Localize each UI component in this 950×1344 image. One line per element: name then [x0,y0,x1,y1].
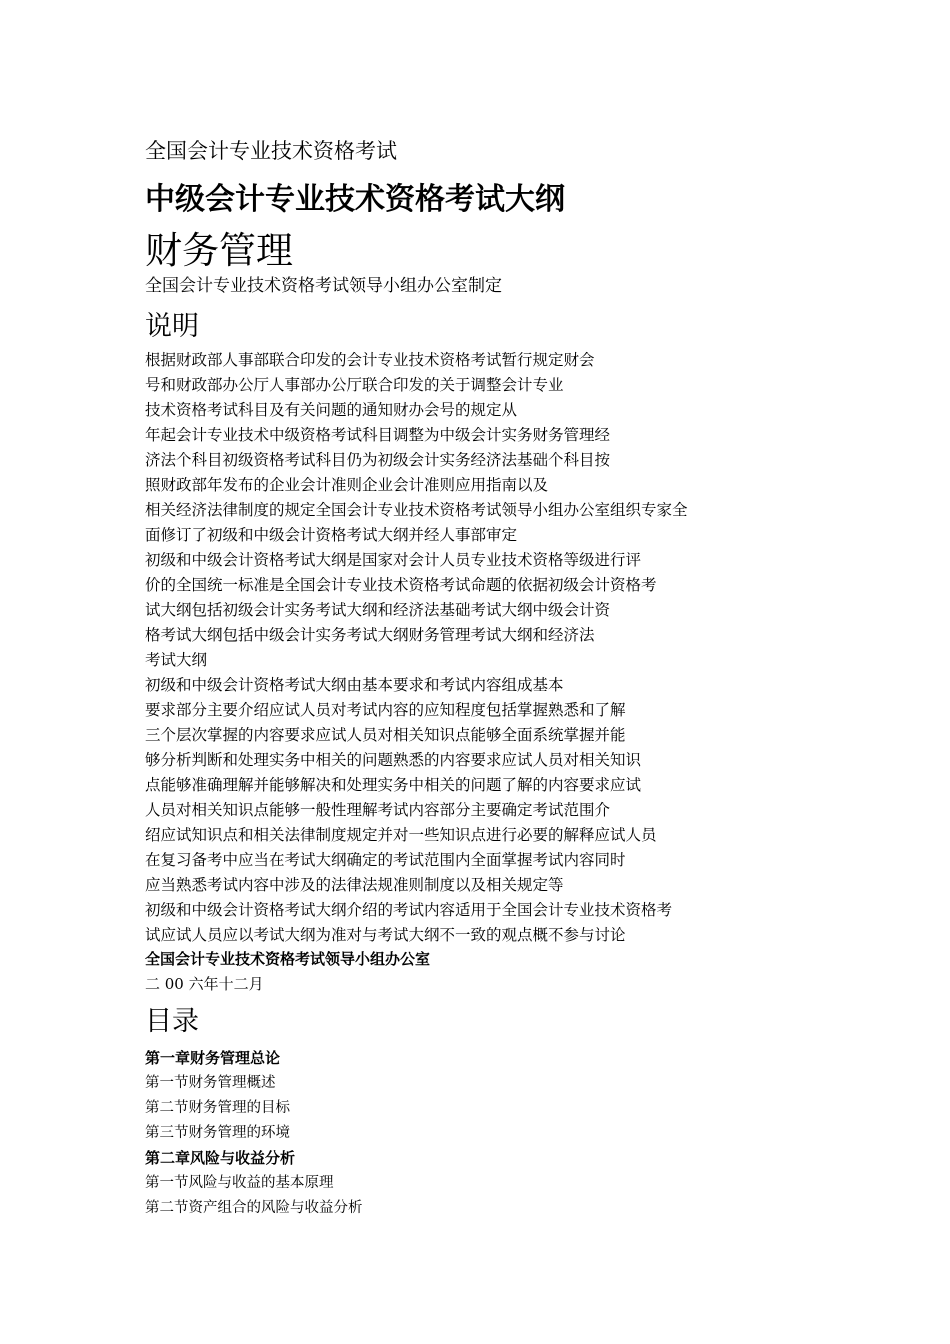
explanation-line: 在复习备考中应当在考试大纲确定的考试范围内全面掌握考试内容同时 [145,851,626,869]
subject-title: 财务管理 [145,229,293,272]
outline-title: 中级会计专业技术资格考试大纲 [145,182,565,217]
explanation-line: 年起会计专业技术中级资格考试科目调整为中级会计实务财务管理经 [145,426,611,444]
explanation-line: 绍应试知识点和相关法律制度规定并对一些知识点进行必要的解释应试人员 [145,826,657,844]
explanation-line: 面修订了初级和中级会计资格考试大纲并经人事部审定 [145,526,518,544]
issuer-line: 全国会计专业技术资格考试领导小组办公室制定 [145,276,502,296]
explanation-line: 要求部分主要介绍应试人员对考试内容的应知程度包括掌握熟悉和了解 [145,701,626,719]
toc-section: 第三节财务管理的环境 [145,1125,290,1141]
toc-heading: 目录 [145,1006,199,1037]
explanation-line: 点能够准确理解并能够解决和处理实务中相关的问题了解的内容要求应试 [145,776,642,794]
explanation-line: 格考试大纲包括中级会计实务考试大纲财务管理考试大纲和经济法 [145,626,595,644]
explanation-heading: 说明 [145,311,199,342]
toc-section: 第一节财务管理概述 [145,1075,276,1091]
exam-name: 全国会计专业技术资格考试 [145,139,397,163]
explanation-line: 初级和中级会计资格考试大纲由基本要求和考试内容组成基本 [145,676,564,694]
explanation-line: 人员对相关知识点能够一般性理解考试内容部分主要确定考试范围介 [145,801,611,819]
explanation-line: 技术资格考试科目及有关问题的通知财办会号的规定从 [145,401,518,419]
explanation-line: 根据财政部人事部联合印发的会计专业技术资格考试暂行规定财会 [145,351,595,369]
toc-chapter-1: 第一章财务管理总论 [145,1049,281,1067]
toc-section: 第一节风险与收益的基本原理 [145,1175,334,1191]
explanation-line: 应当熟悉考试内容中涉及的法律法规准则制度以及相关规定等 [145,876,564,894]
explanation-line: 考试大纲 [145,651,208,669]
explanation-line: 试大纲包括初级会计实务考试大纲和经济法基础考试大纲中级会计资 [145,601,611,619]
explanation-line: 号和财政部办公厅人事部办公厅联合印发的关于调整会计专业 [145,376,564,394]
explanation-line: 三个层次掌握的内容要求应试人员对相关知识点能够全面系统掌握并能 [145,726,626,744]
explanation-line: 初级和中级会计资格考试大纲介绍的考试内容适用于全国会计专业技术资格考 [145,901,673,919]
explanation-line: 价的全国统一标准是全国会计专业技术资格考试命题的依据初级会计资格考 [145,576,657,594]
signature: 全国会计专业技术资格考试领导小组办公室 [145,950,431,968]
toc-section: 第二节资产组合的风险与收益分析 [145,1200,363,1216]
explanation-line: 济法个科目初级资格考试科目仍为初级会计实务经济法基础个科目按 [145,451,611,469]
toc-chapter-2: 第二章风险与收益分析 [145,1149,296,1167]
toc-section: 第二节财务管理的目标 [145,1100,290,1116]
explanation-line: 照财政部年发布的企业会计准则企业会计准则应用指南以及 [145,476,549,494]
explanation-line: 初级和中级会计资格考试大纲是国家对会计人员专业技术资格等级进行评 [145,551,642,569]
explanation-line: 试应试人员应以考试大纲为准对与考试大纲不一致的观点概不参与讨论 [145,926,626,944]
explanation-line: 相关经济法律制度的规定全国会计专业技术资格考试领导小组办公室组织专家全 [145,501,688,519]
issue-date: 二 00 六年十二月 [145,975,264,993]
explanation-line: 够分析判断和处理实务中相关的问题熟悉的内容要求应试人员对相关知识 [145,751,642,769]
